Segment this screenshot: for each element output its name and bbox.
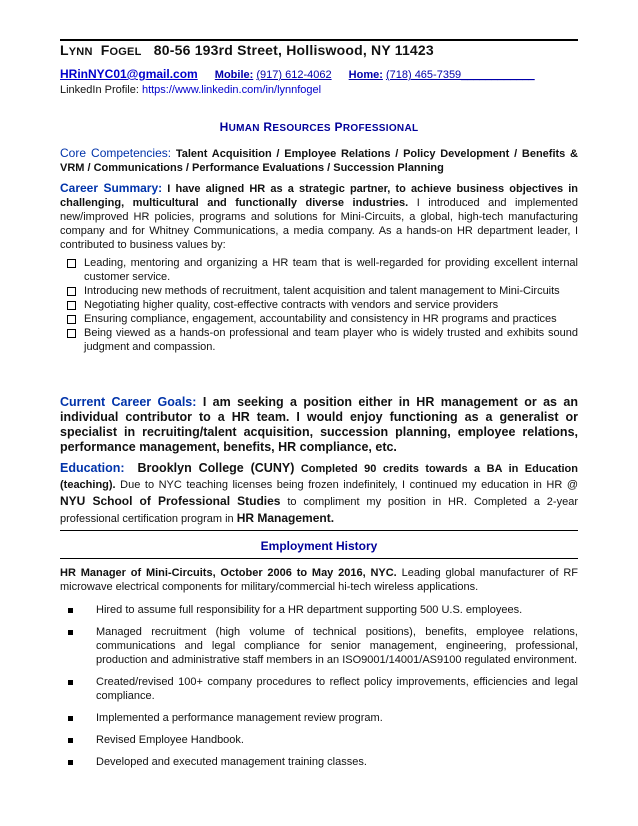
- education-label: Education:: [60, 461, 125, 475]
- square-bullet-icon: [68, 716, 73, 721]
- list-item: Negotiating higher quality, cost-effective contracts with vendors and service providers: [60, 298, 578, 312]
- square-bullet-icon: [68, 738, 73, 743]
- career-summary-text: I introduced and implemented new/improved HR policies, programs and solutions for Mini-Circuits, a global, high-tech manufacturing company and for Whitney Communications, a media company. As a hands-on HR department leader, I contributed to business values by:: [60, 197, 578, 251]
- career-goals: [60, 395, 578, 455]
- list-item: Ensuring compliance, engagement, accountability and consistency in HR programs and practices: [60, 312, 578, 326]
- job-header: [60, 566, 578, 594]
- checkbox-bullet-icon: [67, 287, 76, 296]
- square-bullet-icon: [68, 760, 73, 765]
- nyu-name: NYU School of Professional Studies: [60, 494, 281, 508]
- college-name: Brooklyn College (CUNY): [137, 461, 295, 475]
- checkbox-bullet-icon: [67, 315, 76, 324]
- mobile-phone[interactable]: (917) 612-4062: [256, 69, 332, 81]
- linkedin-link[interactable]: https://www.linkedin.com/in/lynnfogel: [141, 84, 322, 96]
- home-phone[interactable]: (718) 465-7359____________: [385, 69, 535, 81]
- candidate-name: LYNN FOGEL: [60, 42, 142, 58]
- square-bullet-icon: [68, 608, 73, 613]
- contact-line: [60, 67, 535, 81]
- college-detail: Completed 90 credits towards a BA in Education (teaching).: [60, 463, 578, 491]
- job-entry: [60, 566, 578, 769]
- core-competencies-label: Core Competencies:: [60, 146, 172, 160]
- list-item: Being viewed as a hands-on professional and team player who is widely trusted and exhibits sound judgment and compassion.: [60, 326, 578, 354]
- career-goals-label: Current Career Goals:: [60, 395, 197, 409]
- core-competencies-text: Talent Acquisition / Employee Relations / Policy Development / Benefits & VRM / Communications / Performance Evaluations / Succession Planning: [60, 148, 578, 174]
- career-goals-text: I am seeking a position either in HR management or as an individual contributor to a HR team. I would enjoy functioning as a generalist or specialist in recruiting/talent acquisition, succession planning, employee relations, performance management, benefits, HR compliance, etc.: [60, 395, 578, 454]
- checkbox-bullet-icon: [67, 259, 76, 268]
- checkbox-bullet-icon: [67, 329, 76, 338]
- linkedin-label: LinkedIn Profile:: [60, 84, 139, 96]
- job-title: HR Manager of Mini-Circuits, October 2006 to May 2016, NYC.: [60, 567, 397, 579]
- square-bullet-icon: [68, 680, 73, 685]
- section-rule: [60, 530, 578, 531]
- education: [60, 460, 578, 527]
- home-label: Home:: [348, 69, 383, 81]
- professional-headline: HUMAN RESOURCES PROFESSIONAL: [219, 120, 419, 134]
- mobile-label: Mobile:: [214, 69, 254, 81]
- address: 80-56 193rd Street, Holliswood, NY 11423: [153, 42, 434, 58]
- list-item: Developed and executed management training classes.: [60, 755, 578, 769]
- name-address-line: [60, 42, 434, 58]
- career-summary-bold: I have aligned HR as a strategic partner, to achieve business objectives in challenging, multicultural and functionally diverse industries.: [60, 183, 578, 209]
- email-link[interactable]: HRinNYC01@gmail.com: [60, 67, 198, 81]
- list-item: Hired to assume full responsibility for a HR department supporting 500 U.S. employees.: [60, 603, 578, 617]
- list-item: Revised Employee Handbook.: [60, 733, 578, 747]
- summary-bullets: [60, 256, 578, 354]
- list-item: Implemented a performance management review program.: [60, 711, 578, 725]
- top-rule: [60, 39, 578, 41]
- list-item: Created/revised 100+ company procedures to reflect policy improvements, efficiencies and legal compliance.: [60, 675, 578, 703]
- core-competencies: [60, 146, 578, 175]
- list-item: Introducing new methods of recruitment, talent acquisition and talent management to Mini-Circuits: [60, 284, 578, 298]
- list-item: Managed recruitment (high volume of technical positions), benefits, employee relations, communications and legal compliance for senior management, engineering, professional, production and administrative staff members in an ISO9001/14001/AS9100 regulated environment.: [60, 625, 578, 667]
- at-sign: @: [566, 479, 579, 491]
- job-description: Leading global manufacturer of RF microwave electrical components for military/commercial hi-tech wireless applications.: [60, 567, 578, 593]
- employment-history-heading: Employment History: [260, 539, 378, 553]
- section-rule: [60, 558, 578, 559]
- program-name: HR Management.: [236, 511, 335, 525]
- linkedin-line: [60, 84, 321, 96]
- checkbox-bullet-icon: [67, 301, 76, 310]
- education-text-2: to compliment my position in HR. Completed a 2-year professional certification program in: [60, 496, 578, 525]
- career-summary-label: Career Summary:: [60, 181, 163, 195]
- square-bullet-icon: [68, 630, 73, 635]
- education-text-1: Due to NYC teaching licenses being frozen indefinitely, I continued my education in HR: [120, 479, 563, 491]
- career-summary: [60, 181, 578, 252]
- job-bullets: [60, 603, 578, 769]
- list-item: Leading, mentoring and organizing a HR team that is well-regarded for providing excellent internal customer service.: [60, 256, 578, 284]
